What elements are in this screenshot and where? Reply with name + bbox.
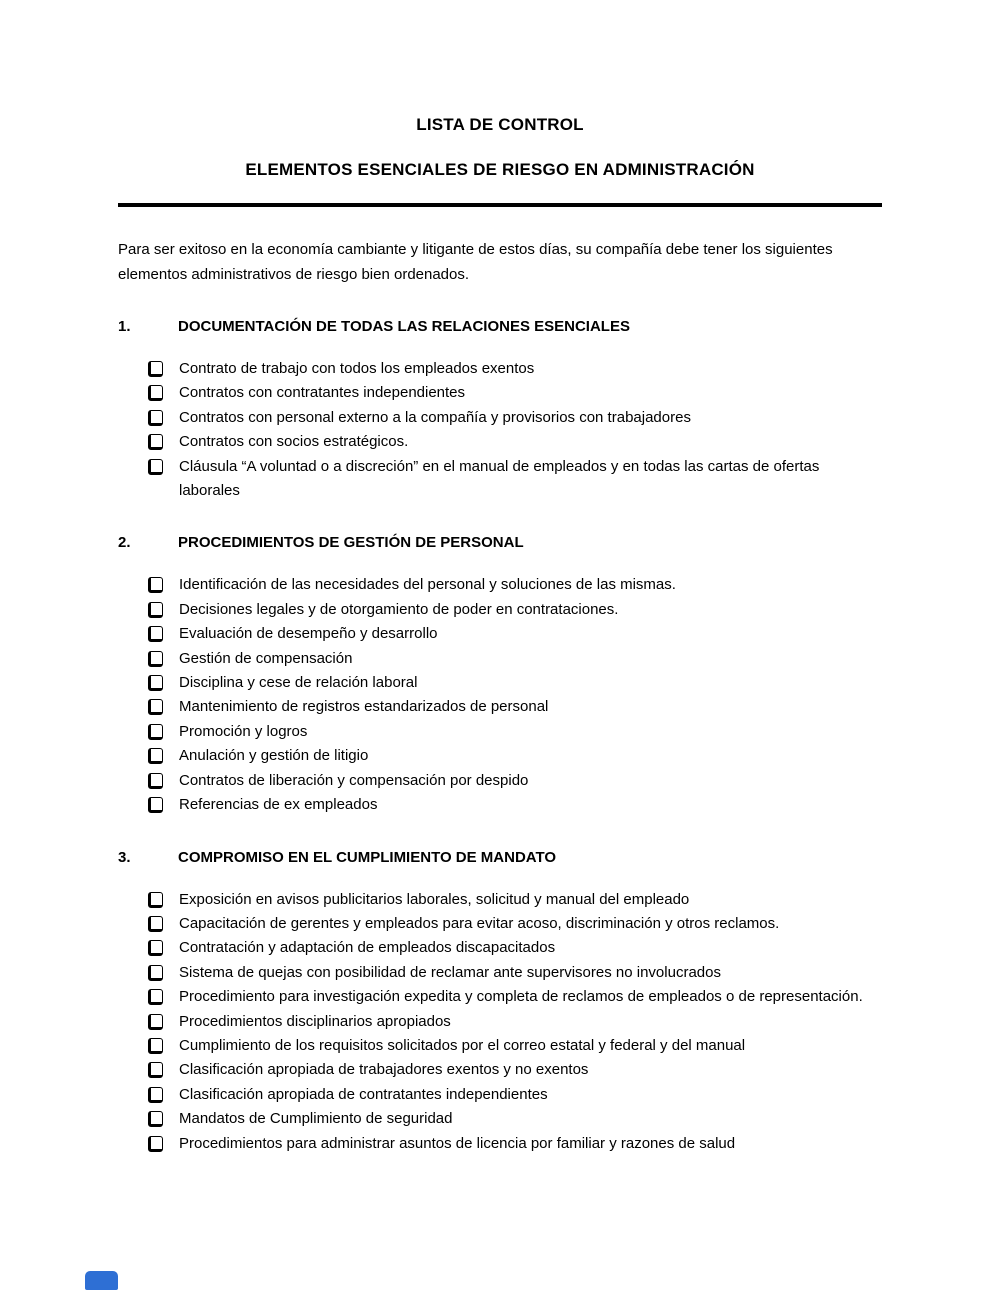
checklist-item-label: Procedimientos para administrar asuntos de licencia por familiar y razones de salud [179, 1134, 736, 1152]
checkbox-icon[interactable] [148, 1014, 163, 1030]
checklist-item-label: Gestión de compensación [179, 649, 353, 667]
section-title: DOCUMENTACIÓN DE TODAS LAS RELACIONES ESENCIALES [178, 318, 630, 335]
checklist-item-label: Clasificación apropiada de contratantes independientes [179, 1085, 548, 1103]
checkbox-icon[interactable] [148, 361, 163, 377]
checklist-item-label: Cumplimiento de los requisitos solicitados por el correo estatal y federal y del manual [179, 1036, 746, 1054]
checklist-item-label: Contratos con contratantes independientes [179, 384, 466, 402]
checklist-item [118, 1083, 882, 1107]
checkbox-icon[interactable] [148, 459, 163, 475]
intro-paragraph: Para ser exitoso en la economía cambiante y litigante de estos días, su compañía debe tener los siguientes elementos administrativos de riesgo bien ordenados. [118, 241, 833, 283]
checklist-item [118, 695, 882, 719]
checklist-item [118, 381, 882, 405]
checklist-item [118, 1107, 882, 1131]
checklist-item [118, 430, 882, 454]
checklist-item-label: Contratos con socios estratégicos. [179, 433, 409, 451]
section-number: 2. [118, 534, 131, 552]
checkbox-icon[interactable] [148, 1111, 163, 1127]
checklist-item-label: Disciplina y cese de relación laboral [179, 674, 418, 692]
checkbox-icon[interactable] [148, 965, 163, 981]
checkbox-icon[interactable] [148, 651, 163, 667]
checklist-item [118, 671, 882, 695]
checkbox-icon[interactable] [148, 1062, 163, 1078]
checklist-item [118, 406, 882, 430]
checklist-item-label: Contrato de trabajo con todos los empleados exentos [179, 360, 535, 377]
checklist [118, 357, 882, 503]
checklist-item [118, 1010, 882, 1034]
checkbox-icon[interactable] [148, 989, 163, 1005]
checklist-item-label: Contratos con personal externo a la compañía y provisorios con trabajadores [179, 408, 691, 426]
checklist-item [118, 912, 882, 936]
checklist-item-label: Mantenimiento de registros estandarizados de personal [179, 698, 549, 716]
checklist-item [118, 573, 882, 597]
checkbox-icon[interactable] [148, 892, 163, 908]
checklist-item [118, 1058, 882, 1082]
checklist-item-label: Sistema de quejas con posibilidad de reclamar ante supervisores no involucrados [179, 963, 721, 981]
brand-mark [85, 1271, 118, 1290]
checkbox-icon[interactable] [148, 1136, 163, 1152]
checklist-item [118, 936, 882, 960]
checklist-item [118, 1034, 882, 1058]
section-heading [118, 317, 882, 337]
checklist-item-label: Clasificación apropiada de trabajadores exentos y no exentos [179, 1061, 589, 1079]
checkbox-icon[interactable] [148, 797, 163, 813]
checklist-item-label: Capacitación de gerentes y empleados para evitar acoso, discriminación y otros reclamos. [179, 914, 780, 932]
page-title: LISTA DE CONTROL [416, 115, 584, 134]
checklist-item [118, 720, 882, 744]
checklist-item [118, 888, 882, 912]
checkbox-icon[interactable] [148, 577, 163, 593]
checklist-item [118, 793, 882, 817]
checklist [118, 888, 882, 1156]
checklist-item-label: Exposición en avisos publicitarios laborales, solicitud y manual del empleado [179, 890, 690, 908]
checklist-item [118, 985, 882, 1009]
checklist-item [118, 769, 882, 793]
checklist-item [118, 598, 882, 622]
checklist-item-label: Promoción y logros [179, 722, 308, 740]
checklist-item-label: Procedimiento para investigación expedita y completa de reclamos de empleados o de representación. [179, 988, 863, 1006]
checklist-item [118, 961, 882, 985]
checklist [118, 573, 882, 817]
checklist-item-label: Contratación y adaptación de empleados discapacitados [179, 939, 556, 957]
checklist-item-label: Cláusula “A voluntad o a discreción” en el manual de empleados y en todas las cartas de ofertas laborales [179, 457, 820, 500]
checkbox-icon[interactable] [148, 724, 163, 740]
page-subtitle: ELEMENTOS ESENCIALES DE RIESGO EN ADMINISTRACIÓN [245, 160, 755, 179]
checklist-item [118, 455, 882, 504]
section-title: PROCEDIMIENTOS DE GESTIÓN DE PERSONAL [178, 534, 524, 552]
checklist-item-label: Anulación y gestión de litigio [179, 747, 369, 765]
section-number: 3. [118, 848, 131, 866]
checklist-item [118, 357, 882, 381]
checkbox-icon[interactable] [148, 410, 163, 426]
section-documentacion [118, 317, 882, 503]
checkbox-icon[interactable] [148, 434, 163, 450]
checkbox-icon[interactable] [148, 1087, 163, 1103]
checklist-item [118, 744, 882, 768]
checklist-item-label: Decisiones legales y de otorgamiento de poder en contrataciones. [179, 600, 619, 618]
checklist-item-label: Procedimientos disciplinarios apropiados [179, 1012, 451, 1030]
checklist-item [118, 647, 882, 671]
checkbox-icon[interactable] [148, 748, 163, 764]
checkbox-icon[interactable] [148, 626, 163, 642]
checklist-item-label: Identificación de las necesidades del personal y soluciones de las mismas. [179, 576, 676, 594]
checklist-item-label: Evaluación de desempeño y desarrollo [179, 625, 438, 643]
checkbox-icon[interactable] [148, 675, 163, 691]
section-compromiso [118, 848, 882, 1156]
checkbox-icon[interactable] [148, 1038, 163, 1054]
checkbox-icon[interactable] [148, 602, 163, 618]
checklist-item-label: Contratos de liberación y compensación por despido [179, 771, 529, 789]
checkbox-icon[interactable] [148, 916, 163, 932]
checkbox-icon[interactable] [148, 385, 163, 401]
section-title: COMPROMISO EN EL CUMPLIMIENTO DE MANDATO [178, 848, 557, 866]
checklist-item [118, 622, 882, 646]
checkbox-icon[interactable] [148, 699, 163, 715]
title-divider [118, 203, 882, 207]
checklist-item [118, 1132, 882, 1156]
section-heading [118, 533, 882, 553]
checkbox-icon[interactable] [148, 773, 163, 789]
checkbox-icon[interactable] [148, 940, 163, 956]
checklist-item-label: Referencias de ex empleados [179, 796, 378, 814]
section-number: 1. [118, 318, 131, 335]
section-procedimientos [118, 533, 882, 817]
checklist-item-label: Mandatos de Cumplimiento de seguridad [179, 1110, 453, 1128]
section-heading [118, 848, 882, 868]
